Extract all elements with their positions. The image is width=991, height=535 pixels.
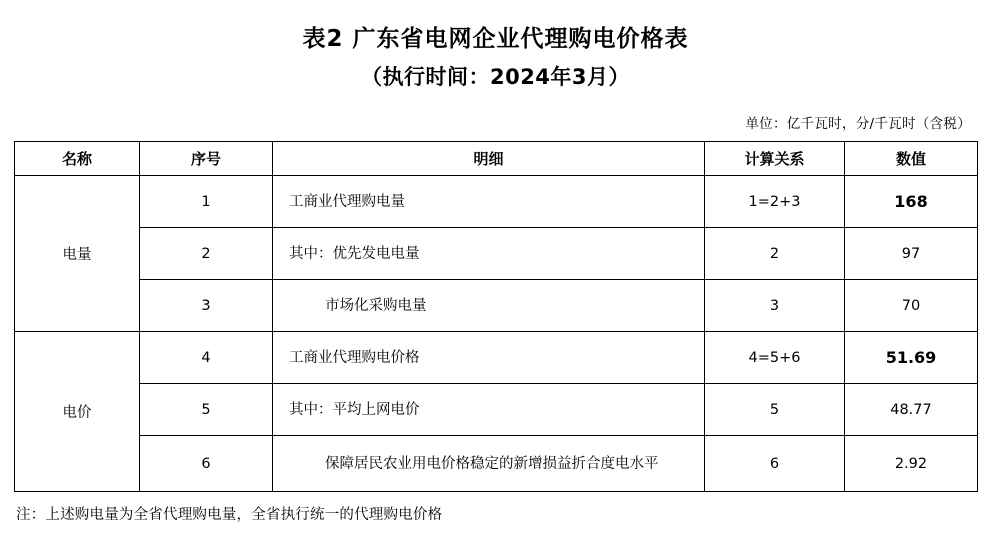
row-detail: 其中：优先发电电量 [273, 228, 705, 280]
row-seq: 4 [140, 332, 273, 384]
row-relation: 6 [705, 436, 845, 492]
column-header-value: 数值 [845, 142, 978, 176]
table-row [15, 436, 978, 492]
unit-note: 单位：亿千瓦时，分/千瓦时（含税） [745, 116, 971, 132]
title-block [14, 0, 977, 94]
row-relation: 1=2+3 [705, 176, 845, 228]
table-row [15, 280, 978, 332]
row-detail: 工商业代理购电价格 [273, 332, 705, 384]
row-seq: 3 [140, 280, 273, 332]
column-header-name: 名称 [15, 142, 140, 176]
row-detail: 其中：平均上网电价 [273, 384, 705, 436]
row-value: 97 [845, 228, 978, 280]
row-detail: 保障居民农业用电价格稳定的新增损益折合度电水平 [273, 436, 705, 492]
row-detail: 工商业代理购电量 [273, 176, 705, 228]
table-row [15, 176, 978, 228]
price-table [14, 141, 978, 492]
page-subtitle: （执行时间：2024年3月） [360, 65, 631, 89]
row-value: 2.92 [845, 436, 978, 492]
table-row [15, 384, 978, 436]
column-header-seq: 序号 [140, 142, 273, 176]
row-relation: 5 [705, 384, 845, 436]
table-row [15, 332, 978, 384]
page-title: 表2 广东省电网企业代理购电价格表 [302, 26, 689, 52]
row-seq: 1 [140, 176, 273, 228]
column-header-relation: 计算关系 [705, 142, 845, 176]
row-value: 48.77 [845, 384, 978, 436]
row-relation: 2 [705, 228, 845, 280]
column-header-detail: 明细 [273, 142, 705, 176]
row-value: 51.69 [845, 332, 978, 384]
row-relation: 3 [705, 280, 845, 332]
row-relation: 4=5+6 [705, 332, 845, 384]
row-seq: 5 [140, 384, 273, 436]
table-row [15, 228, 978, 280]
row-value: 168 [845, 176, 978, 228]
row-detail: 市场化采购电量 [273, 280, 705, 332]
group-label-electricity-volume: 电量 [15, 176, 140, 332]
group-label-electricity-price: 电价 [15, 332, 140, 492]
table-footnote: 注：上述购电量为全省代理购电量，全省执行统一的代理购电价格 [16, 507, 443, 523]
table-header-row [15, 142, 978, 176]
row-seq: 2 [140, 228, 273, 280]
row-seq: 6 [140, 436, 273, 492]
row-value: 70 [845, 280, 978, 332]
